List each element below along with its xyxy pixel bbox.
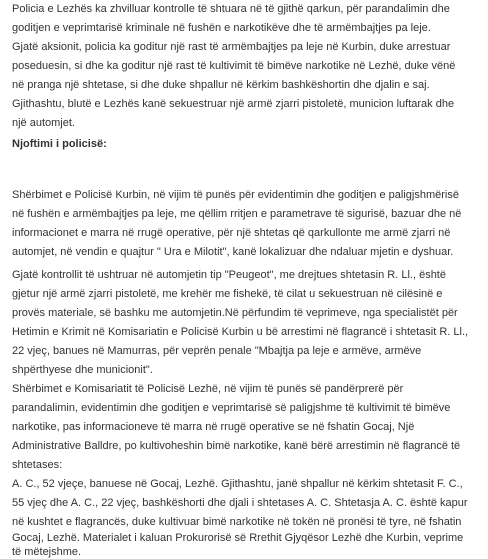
article-body-line: narkotike, pas informacioneve të marra në rrugë operative se në fshatin Gocaj, Një	[12, 421, 415, 433]
article-intro-line: poseduesin, si dhe ka goditur një rast të kultivimit të bimëve narkotike në Lezhë, duke vënë	[12, 60, 456, 72]
article-body-line: Administrative Balldre, po kultivoheshin bimë narkotike, kanë bërë arrestimin në flagrancë të	[12, 440, 461, 452]
article-intro-line: Gjithashtu, blutë e Lezhës kanë sekuestruar një armë zjarri pistoletë, municion luftarak dhe	[12, 98, 455, 110]
article-intro-line: një automjet.	[12, 117, 75, 129]
article-body-line: provës materiale, së bashku me automjetin.Në përfundim të veprimeve, nga specialistët për	[12, 307, 458, 319]
article-body-line: shtetases:	[12, 459, 63, 471]
article-body-line: A. C., 52 vjeçe, banuese në Gocaj, Lezhë. Gjithashtu, janë shpallur në kërkim shtetasit F. C.,	[12, 478, 463, 490]
article-intro-line: goditjen e veprimtarisë kriminale në fushën e narkotikëve dhe të armëmbajtjes pa leje.	[12, 22, 431, 34]
article-intro-line: në pranga një shtetase, si dhe duke shpallur në kërkim bashkëshortin dhe djalin e saj.	[12, 79, 430, 91]
article-body-line: në fushën e armëmbajtjes pa leje, me qëllim rritjen e parametrave të sigurisë, bazuar dhe në	[12, 208, 462, 220]
article-body-line: Gjatë kontrollit të ushtruar në automjetin tip "Peugeot", me drejtues shtetasin R. Ll., është	[12, 269, 446, 281]
section-heading: Njoftimi i policisë:	[12, 138, 107, 150]
article-intro-line: Policia e Lezhës ka zhvilluar kontrolle të shtuara në të gjithë qarkun, për parandalimin dhe	[12, 3, 450, 15]
article-body-line: informacionet e marra në rrugë operative, për një shtetas që qarkullonte me armë zjarri në	[12, 227, 451, 239]
article-body-line: automjet, në vendin e quajtur " Ura e Milotit", kanë lokalizuar dhe ndaluar mjetin e dyshuar.	[12, 246, 454, 258]
article-body-line: 22 vjeç, banues në Mamurras, për veprën penale "Mbajtja pa leje e armëve, armëve	[12, 345, 422, 357]
article-body-line: Gocaj, Lezhë. Materialet i kaluan Prokurorisë së Rrethit Gjyqësor Lezhë dhe Kurbin, veprime	[12, 532, 464, 544]
article-intro-line: Gjatë aksionit, policia ka goditur një rast të armëmbajtjes pa leje në Kurbin, duke arrestuar	[12, 41, 451, 53]
article-body-line: të mëtejshme.	[12, 546, 82, 558]
article-body-line: 55 vjeç dhe A. C., 22 vjeç, bashkëshorti dhe djali i shtetases A. C. Shtetasja A. C. është kapur	[12, 497, 468, 509]
article-body-line: Shërbimet e Policisë Kurbin, në vijim të punës për evidentimin dhe goditjen e paligjshmërisë	[12, 189, 459, 201]
article-body-line: Hetimin e Krimit në Komisariatin e Policisë Kurbin u bë arrestimi në flagrancë i shtetasit R. Ll.,	[12, 326, 469, 338]
article-body-line: në kushtet e flagrancës, duke kultivuar bimë narkotike në tokën në pronësi të tyre, në fshatin	[12, 516, 462, 528]
article-body-line: shpërthyese dhe municionit".	[12, 364, 153, 376]
article-body-line: gjetur një armë zjarri pistoletë, me krehër me fishekë, të cilat u sekuestruan në cilësinë e	[12, 288, 443, 300]
article-body-line: Shërbimet e Komisariatit të Policisë Lezhë, në vijim të punës së pandërprerë për	[12, 383, 404, 395]
article-body-line: parandalimin, evidentimin dhe goditjen e veprimtarisë së paligjshme të kultivimit të bimëve	[12, 402, 451, 414]
